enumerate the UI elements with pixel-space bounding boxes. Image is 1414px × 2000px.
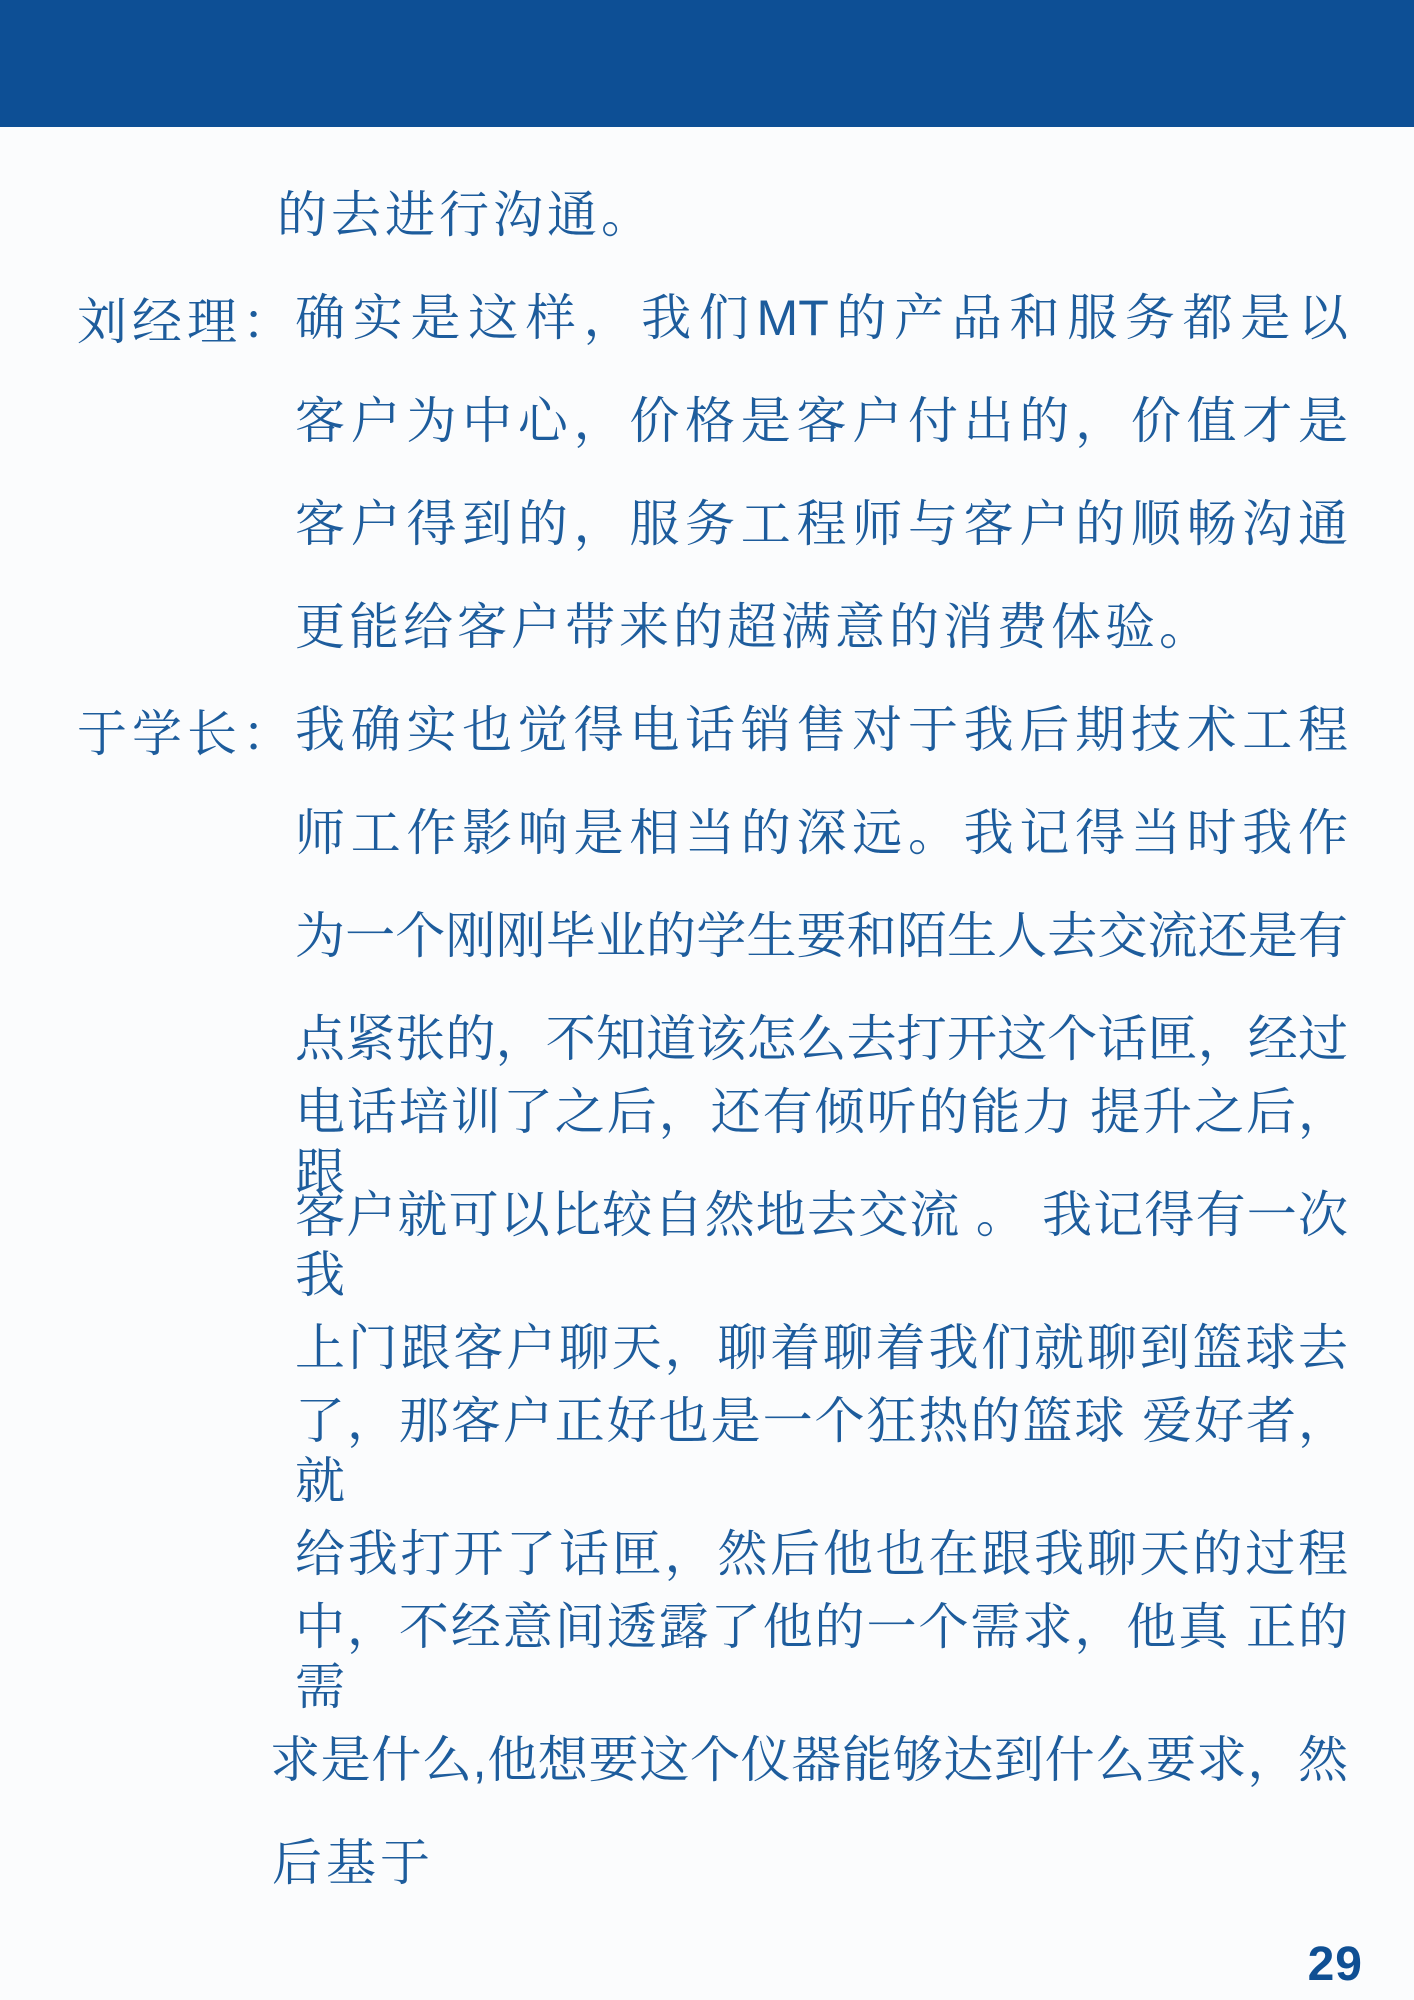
transcript-line (0, 781, 1414, 884)
transcript-line (0, 472, 1414, 575)
line-text: 更能给客户带来的超满意的消费体验。 (295, 598, 1213, 655)
transcript-line (0, 575, 1414, 678)
line-text: 的去进行沟通。 (277, 186, 655, 243)
line-text: 我确实也觉得电话销售对于我后期技术工程 (295, 701, 1348, 758)
transcript-line (0, 1598, 1414, 1715)
transcript-body (0, 163, 1414, 1914)
line-text: 为一个刚刚毕业的学生要和陌生人去交流还是有 (295, 907, 1348, 964)
speaker-label: 于学长： (77, 705, 297, 762)
transcript-line (0, 266, 1414, 369)
transcript-line (0, 369, 1414, 472)
transcript-line (0, 1296, 1414, 1399)
line-text: 上门跟客户聊天，聊着聊着我们就聊到篮球去 (295, 1319, 1348, 1376)
transcript-line (0, 1811, 1414, 1914)
speaker-label: 刘经理： (77, 293, 297, 350)
line-text: 中，不经意间透露了他的一个需求，他真 正的需 (295, 1598, 1348, 1715)
line-text: 确实是这样，我们MT的产品和服务都是以 (295, 289, 1348, 346)
transcript-line (0, 1392, 1414, 1509)
transcript-line (0, 987, 1414, 1090)
line-text: 点紧张的，不知道该怎么去打开这个话匣，经过 (295, 1010, 1348, 1067)
line-text: 师工作影响是相当的深远。我记得当时我作 (295, 804, 1348, 861)
transcript-line (0, 678, 1414, 781)
transcript-line (0, 884, 1414, 987)
line-text: 电话培训了之后，还有倾听的能力 提升之后，跟 (295, 1083, 1348, 1200)
transcript-line (0, 1186, 1414, 1303)
line-text: 求是什么,他想要这个仪器能够达到什么要求，然 (270, 1731, 1348, 1788)
line-text: 客户得到的，服务工程师与客户的顺畅沟通 (295, 495, 1348, 552)
transcript-line (0, 163, 1414, 266)
line-text: 了，那客户正好也是一个狂热的篮球 爱好者，就 (295, 1392, 1348, 1509)
line-text: 后基于 (272, 1834, 434, 1891)
transcript-line (0, 1502, 1414, 1605)
transcript-line (0, 1708, 1414, 1811)
header-bar (0, 0, 1414, 127)
line-text: 给我打开了话匣，然后他也在跟我聊天的过程 (295, 1525, 1348, 1582)
line-text: 客户为中心，价格是客户付出的，价值才是 (295, 392, 1348, 449)
line-text: 客户就可以比较自然地去交流 。 我记得有一次我 (295, 1186, 1348, 1303)
transcript-line (0, 1083, 1414, 1200)
page-number: 29 (1307, 1938, 1363, 1991)
